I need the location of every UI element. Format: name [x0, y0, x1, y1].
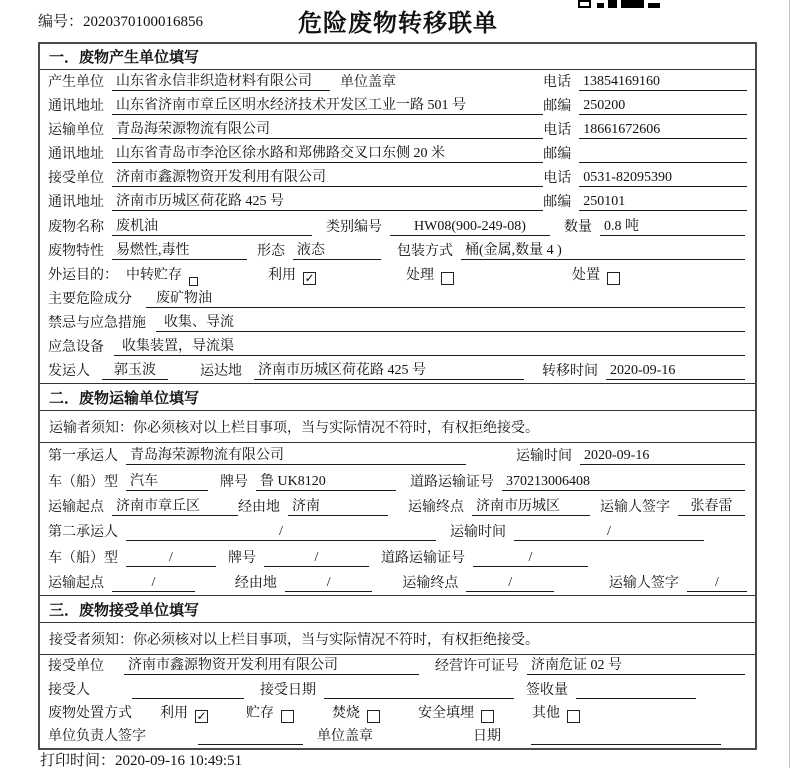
receive-unit-label: 接受单位	[48, 659, 104, 675]
signed-quantity-label: 签收量	[526, 682, 568, 698]
page-edge-line	[789, 0, 790, 768]
address-value: 济南市历城区荷花路 425 号	[112, 193, 543, 211]
doc-number-value: 2020370100016856	[83, 14, 204, 30]
plate-value: 鲁 UK8120	[256, 473, 396, 491]
zip-value: 250101	[579, 193, 747, 211]
producer-address-row	[40, 94, 755, 118]
checkbox-store	[281, 710, 294, 723]
unit-seal-label: 单位盖章	[340, 75, 396, 91]
option-treat-label: 处理	[406, 267, 434, 283]
section2-header: 二．废物运输单位填写	[40, 383, 755, 411]
checkbox-utilize-checked	[303, 272, 316, 285]
zip-value: 250200	[579, 97, 747, 115]
receiver-label: 接受人	[48, 682, 90, 698]
start-value: /	[112, 574, 195, 592]
carrier-sign-value: 张春雷	[678, 498, 745, 516]
option-dispose-label: 处置	[572, 267, 600, 283]
package-label: 包装方式	[397, 243, 453, 259]
vehicle2-row	[40, 544, 755, 569]
carrier1-value: 青岛海荣源物流有限公司	[126, 447, 466, 465]
shipper-row	[40, 359, 755, 383]
receive-unit-row	[40, 655, 755, 678]
qr-code-fragment	[578, 0, 662, 9]
qr-block-icon	[608, 0, 617, 8]
taboo-label: 禁忌与应急措施	[48, 315, 146, 331]
doc-number-label: 编号：	[38, 14, 84, 30]
quantity-label: 数量	[564, 219, 592, 235]
phone-value: 13854169160	[579, 73, 747, 91]
plate-value: /	[264, 549, 369, 567]
option-other-label: 其他	[532, 705, 560, 721]
print-time-label: 打印时间：	[40, 753, 116, 768]
phone-label: 电话	[543, 75, 571, 91]
waste-name-row	[40, 214, 755, 238]
via-value: 济南	[288, 498, 388, 516]
qr-block-icon	[578, 0, 591, 8]
character-label: 废物特性	[48, 243, 104, 259]
shipper-value: 郭玉波	[102, 362, 168, 380]
vehicle-type-value: /	[126, 549, 216, 567]
section1-rows	[40, 70, 755, 383]
road-license-value: /	[473, 549, 588, 567]
transfer-time-value: 2020-09-16	[606, 362, 745, 380]
address-label: 通讯地址	[48, 147, 104, 163]
start-label: 运输起点	[48, 499, 104, 515]
disposal-method-row	[40, 702, 755, 725]
transport-time-value: 2020-09-16	[580, 447, 745, 465]
option-transfer-storage-label: 中转贮存	[126, 267, 182, 283]
carrier2-row	[40, 519, 755, 544]
date-value	[531, 728, 721, 745]
category-value: HW08(900-249-08)	[390, 218, 550, 236]
check-icon: ✓	[196, 708, 207, 723]
main-hazard-label: 主要危险成分	[48, 291, 132, 307]
receive-unit-value: 济南市鑫源物资开发利用有限公司	[112, 169, 543, 187]
carrier2-value: /	[126, 523, 436, 541]
carrier2-label: 第二承运人	[48, 525, 118, 541]
option-store-label: 贮存	[246, 705, 274, 721]
taboo-row	[40, 311, 755, 335]
end-label: 运输终点	[408, 499, 464, 515]
permit-label: 经营许可证号	[435, 659, 519, 675]
transporter-row	[40, 118, 755, 142]
vehicle1-row	[40, 468, 755, 493]
option-incinerate-label: 焚烧	[332, 705, 360, 721]
start-value: 济南市章丘区	[112, 498, 238, 516]
receiver-value	[132, 682, 244, 699]
carrier-sign-label: 运输人签字	[600, 499, 670, 515]
checkbox-incinerate	[367, 710, 380, 723]
phone-label: 电话	[543, 123, 572, 139]
via-label: 经由地	[234, 575, 277, 591]
transport-unit-value: 青岛海荣源物流有限公司	[112, 121, 543, 139]
check-icon: ✓	[304, 270, 315, 285]
end-value: /	[466, 574, 554, 592]
via-label: 经由地	[238, 499, 280, 515]
receiver-address-row	[40, 190, 755, 214]
checkbox-dispose	[607, 272, 620, 285]
transporter-address-row	[40, 142, 755, 166]
equipment-label: 应急设备	[48, 339, 104, 355]
zip-label: 邮编	[543, 147, 572, 163]
plate-label: 牌号	[220, 474, 248, 490]
route1-row	[40, 494, 755, 519]
start-label: 运输起点	[48, 575, 104, 591]
receiver-person-row	[40, 678, 755, 701]
form-label: 形态	[257, 243, 285, 259]
section3-header: 三．废物接受单位填写	[40, 595, 755, 623]
carrier1-label: 第一承运人	[48, 449, 118, 465]
vehicle-type-label: 车（船）型	[48, 550, 118, 566]
zip-label: 邮编	[543, 195, 572, 211]
option-utilize-label: 利用	[160, 705, 188, 721]
checkbox-treat	[441, 272, 454, 285]
receiver-row	[40, 166, 755, 190]
main-hazard-row	[40, 287, 755, 311]
shipper-label: 发运人	[48, 364, 90, 380]
producer-row	[40, 70, 755, 94]
destination-label: 运达地	[200, 364, 242, 380]
responsible-sign-label: 单位负责人签字	[48, 729, 146, 744]
transport-time-label: 运输时间	[516, 449, 572, 465]
print-time	[40, 749, 242, 768]
address-value: 山东省济南市章丘区明水经济技术开发区工业一路 501 号	[112, 97, 543, 115]
checkbox-transfer-storage	[189, 277, 198, 286]
phone-label: 电话	[543, 171, 572, 187]
carrier1-row	[40, 443, 755, 468]
package-value: 桶(金属,数量 4 )	[461, 242, 745, 260]
character-value: 易燃性,毒性	[112, 242, 247, 260]
page-title: 危险废物转移联单	[298, 11, 498, 37]
receive-date-value	[324, 682, 514, 699]
zip-value	[579, 146, 747, 163]
produce-unit-label: 产生单位	[48, 75, 104, 91]
transporter-notice: 运输者须知：你必须核对以上栏目事项，当与实际情况不符时，有权拒绝接受。	[40, 411, 755, 443]
end-label: 运输终点	[402, 575, 459, 591]
receive-unit-label: 接受单位	[48, 171, 104, 187]
waste-character-row	[40, 239, 755, 263]
road-license-label: 道路运输证号	[381, 550, 465, 566]
equipment-value: 收集装置，导流渠	[114, 338, 745, 356]
plate-label: 牌号	[228, 550, 256, 566]
purpose-label: 外运目的：	[48, 267, 118, 283]
qr-block-icon	[597, 3, 604, 8]
waste-name-value: 废机油	[112, 218, 312, 236]
destination-value: 济南市历城区荷花路 425 号	[254, 362, 524, 380]
phone-value: 18661672606	[579, 121, 747, 139]
disposal-method-label: 废物处置方式	[48, 705, 132, 721]
qr-block-icon	[621, 0, 644, 8]
route2-row	[40, 570, 755, 595]
manifest-form	[38, 42, 757, 750]
receiver-notice: 接受者须知：你必须核对以上栏目事项，当与实际情况不符时，有权拒绝接受。	[40, 623, 755, 655]
section3-rows	[40, 655, 755, 748]
signed-quantity-value	[576, 682, 696, 699]
category-label: 类别编号	[326, 219, 382, 235]
carrier-sign-value: /	[687, 574, 747, 592]
qr-block-icon	[648, 3, 660, 8]
checkbox-other	[567, 710, 580, 723]
option-landfill-label: 安全填埋	[418, 705, 474, 721]
unit-seal-label: 单位盖章	[317, 729, 373, 744]
zip-label: 邮编	[543, 99, 572, 115]
receive-unit-value: 济南市鑫源物资开发利用有限公司	[124, 657, 419, 675]
vehicle-type-label: 车（船）型	[48, 474, 118, 490]
receive-date-label: 接受日期	[260, 682, 316, 698]
main-hazard-value: 废矿物油	[146, 290, 745, 308]
equipment-row	[40, 335, 755, 359]
taboo-value: 收集、导流	[156, 314, 745, 332]
address-label: 通讯地址	[48, 99, 104, 115]
quantity-value: 0.8 吨	[600, 218, 745, 236]
vehicle-type-value: 汽车	[126, 473, 208, 491]
checkbox-utilize-2-checked	[195, 710, 208, 723]
checkbox-landfill	[481, 710, 494, 723]
road-license-label: 道路运输证号	[410, 474, 494, 490]
responsible-sign-row	[40, 725, 755, 748]
address-label: 通讯地址	[48, 195, 104, 211]
permit-value: 济南危证 02 号	[527, 657, 745, 675]
via-value: /	[285, 574, 373, 592]
option-utilize-label: 利用	[268, 267, 296, 283]
end-value: 济南市历城区	[472, 498, 590, 516]
transport-time-label: 运输时间	[450, 525, 506, 541]
produce-unit-value: 山东省永信非织造材料有限公司	[112, 73, 330, 91]
phone-value: 0531-82095390	[579, 169, 747, 187]
waste-name-label: 废物名称	[48, 219, 104, 235]
responsible-sign-value	[198, 728, 303, 745]
purpose-row	[40, 263, 755, 287]
address-value: 山东省青岛市李沧区徐水路和郑佛路交叉口东侧 20 米	[112, 145, 543, 163]
carrier-sign-label: 运输人签字	[608, 575, 679, 591]
print-time-value: 2020-09-16 10:49:51	[115, 753, 243, 768]
transport-time-value: /	[514, 523, 704, 541]
transfer-time-label: 转移时间	[542, 364, 598, 380]
date-label: 日期	[473, 729, 501, 744]
form-value: 液态	[293, 242, 381, 260]
section1-header: 一．废物产生单位填写	[40, 44, 755, 70]
section2-rows	[40, 443, 755, 595]
road-license-value: 370213006408	[502, 473, 745, 491]
transport-unit-label: 运输单位	[48, 123, 104, 139]
